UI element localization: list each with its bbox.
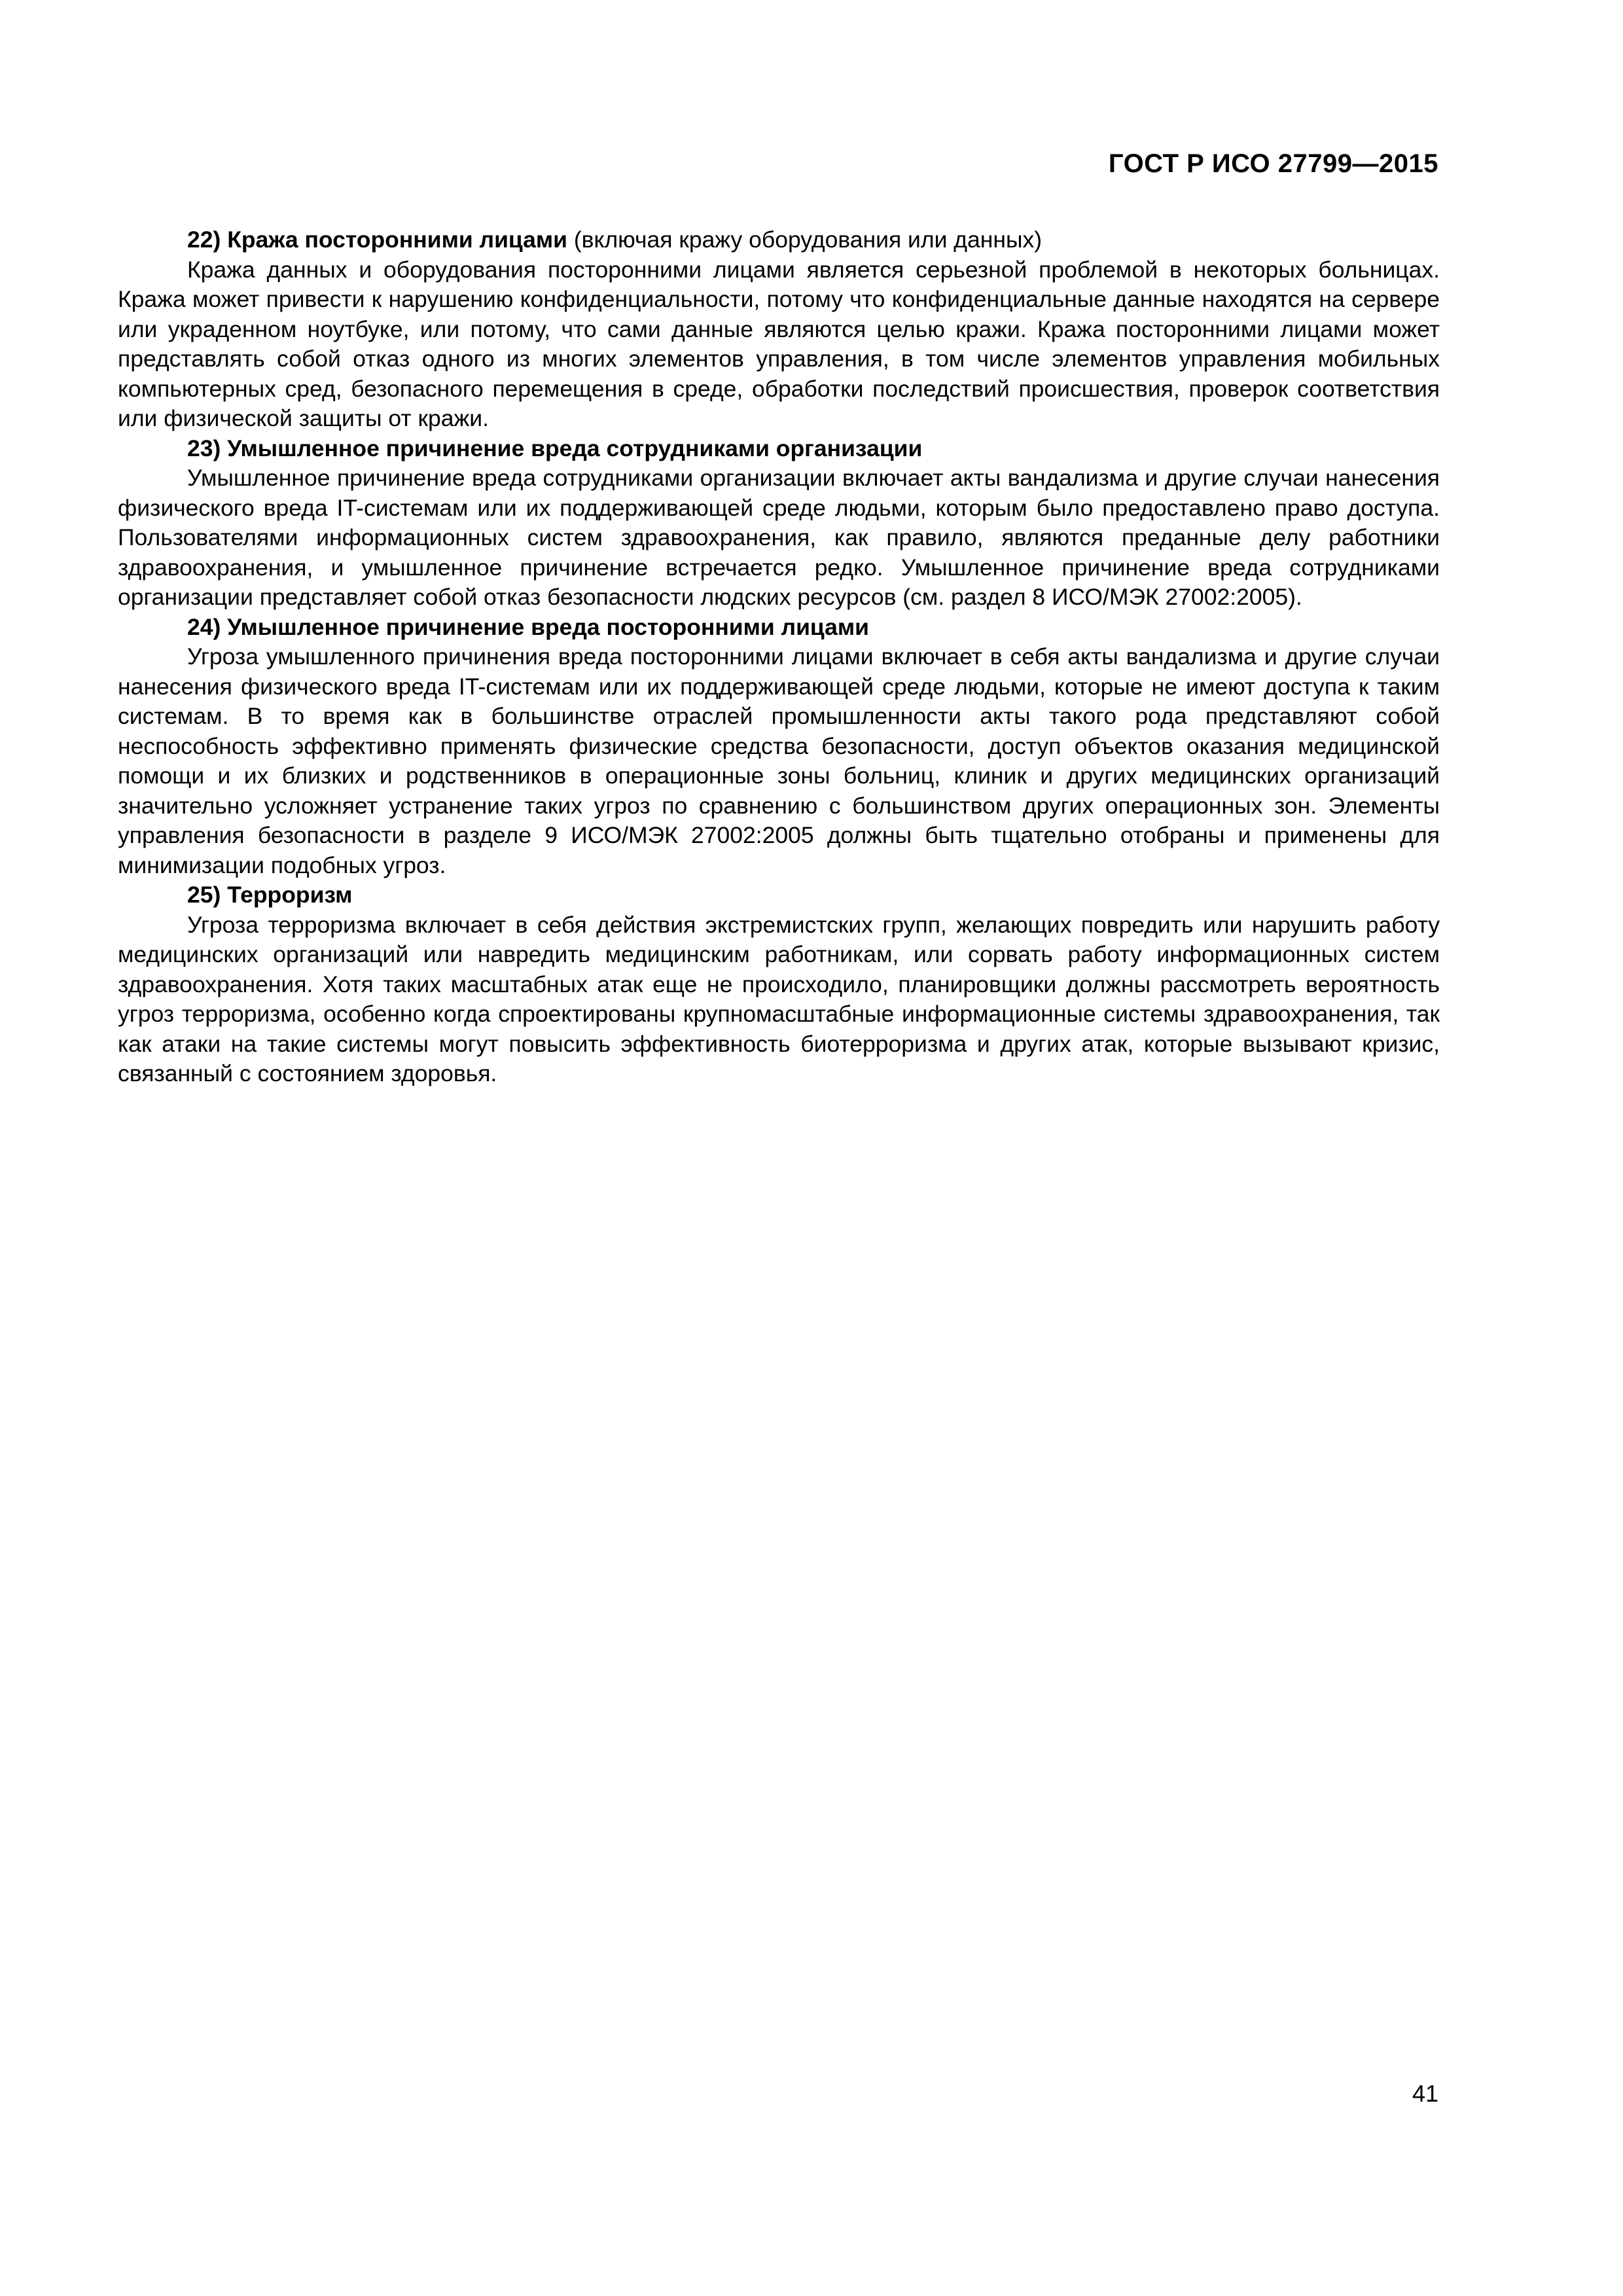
section-heading	[118, 613, 1440, 643]
section-24	[118, 613, 1440, 881]
section-25	[118, 880, 1440, 1089]
section-23	[118, 434, 1440, 613]
document-code-header: ГОСТ Р ИСО 27799—2015	[1108, 149, 1438, 178]
section-number: 23)	[187, 435, 221, 461]
section-number: 22)	[187, 226, 221, 253]
section-title: Умышленное причинение вреда сотрудниками организации	[227, 435, 923, 461]
section-paragraph: Угроза терроризма включает в себя действия экстремистских групп, желающих повредить или нарушить работу медицинских организаций или навредить медицинским работникам, или сорвать работу информационных систем здравоохранения. Хотя таких масштабных атак еще не происходило, планировщики должны рассмотреть вероятность угроз терроризма, особенно когда спроектированы крупномасштабные информационные системы здравоохранения, так как атаки на такие системы могут повысить эффективность биотерроризма и других атак, которые вызывают кризис, связанный с состоянием здоровья.	[118, 911, 1440, 1086]
section-paragraph: Кража данных и оборудования посторонними лицами является серьезной проблемой в некоторых больницах. Кража может привести к нарушению конфиденциальности, потому что конфиденциальные данные находятся на сервере или украденном ноутбуке, или потому, что сами данные являются целью кражи. Кража посторонними лицами может представлять собой отказ одного из многих элементов управления, в том числе элементов управления мобильных компьютерных сред, безопасного перемещения в среде, обработки последствий происшествия, проверок соответствия или физической защиты от кражи.	[118, 256, 1440, 431]
section-heading	[118, 880, 1440, 910]
page-number: 41	[1412, 2080, 1438, 2107]
section-number: 25)	[187, 882, 221, 908]
section-title: Терроризм	[227, 882, 353, 908]
section-paragraph: Умышленное причинение вреда сотрудниками организации включает акты вандализма и другие случаи нанесения физического вреда IT-системам или их поддерживающей среде людьми, которым было предоставлено право доступа. Пользователями информационных систем здравоохранения, как правило, являются преданные делу работники здравоохранения, и умышленное причинение встречается редко. Умышленное причинение вреда сотрудниками организации представляет собой отказ безопасности людских ресурсов (см. раздел 8 ИСО/МЭК 27002:2005).	[118, 465, 1440, 610]
section-subtitle: (включая кражу оборудования или данных)	[567, 226, 1043, 253]
section-heading	[118, 225, 1440, 255]
section-22	[118, 225, 1440, 434]
section-heading	[118, 434, 1440, 464]
page-body	[118, 225, 1440, 1089]
section-title: Кража посторонними лицами	[227, 226, 567, 253]
section-title: Умышленное причинение вреда посторонними лицами	[227, 613, 869, 640]
section-paragraph: Угроза умышленного причинения вреда посторонними лицами включает в себя акты вандализма и другие случаи нанесения физического вреда IT-системам или их поддерживающей среде людьми, которые не имеют доступа к таким системам. В то время как в большинстве отраслей промышленности акты такого рода представляют собой неспособность эффективно применять физические средства безопасности, доступ объектов оказания медицинской помощи и их близких и родственников в операционные зоны больниц, клиник и других медицинских организаций значительно усложняет устранение таких угроз по сравнению с большинством других операционных зон. Элементы управления безопасности в разделе 9 ИСО/МЭК 27002:2005 должны быть тщательно отобраны и применены для минимизации подобных угроз.	[118, 643, 1440, 878]
section-number: 24)	[187, 613, 221, 640]
